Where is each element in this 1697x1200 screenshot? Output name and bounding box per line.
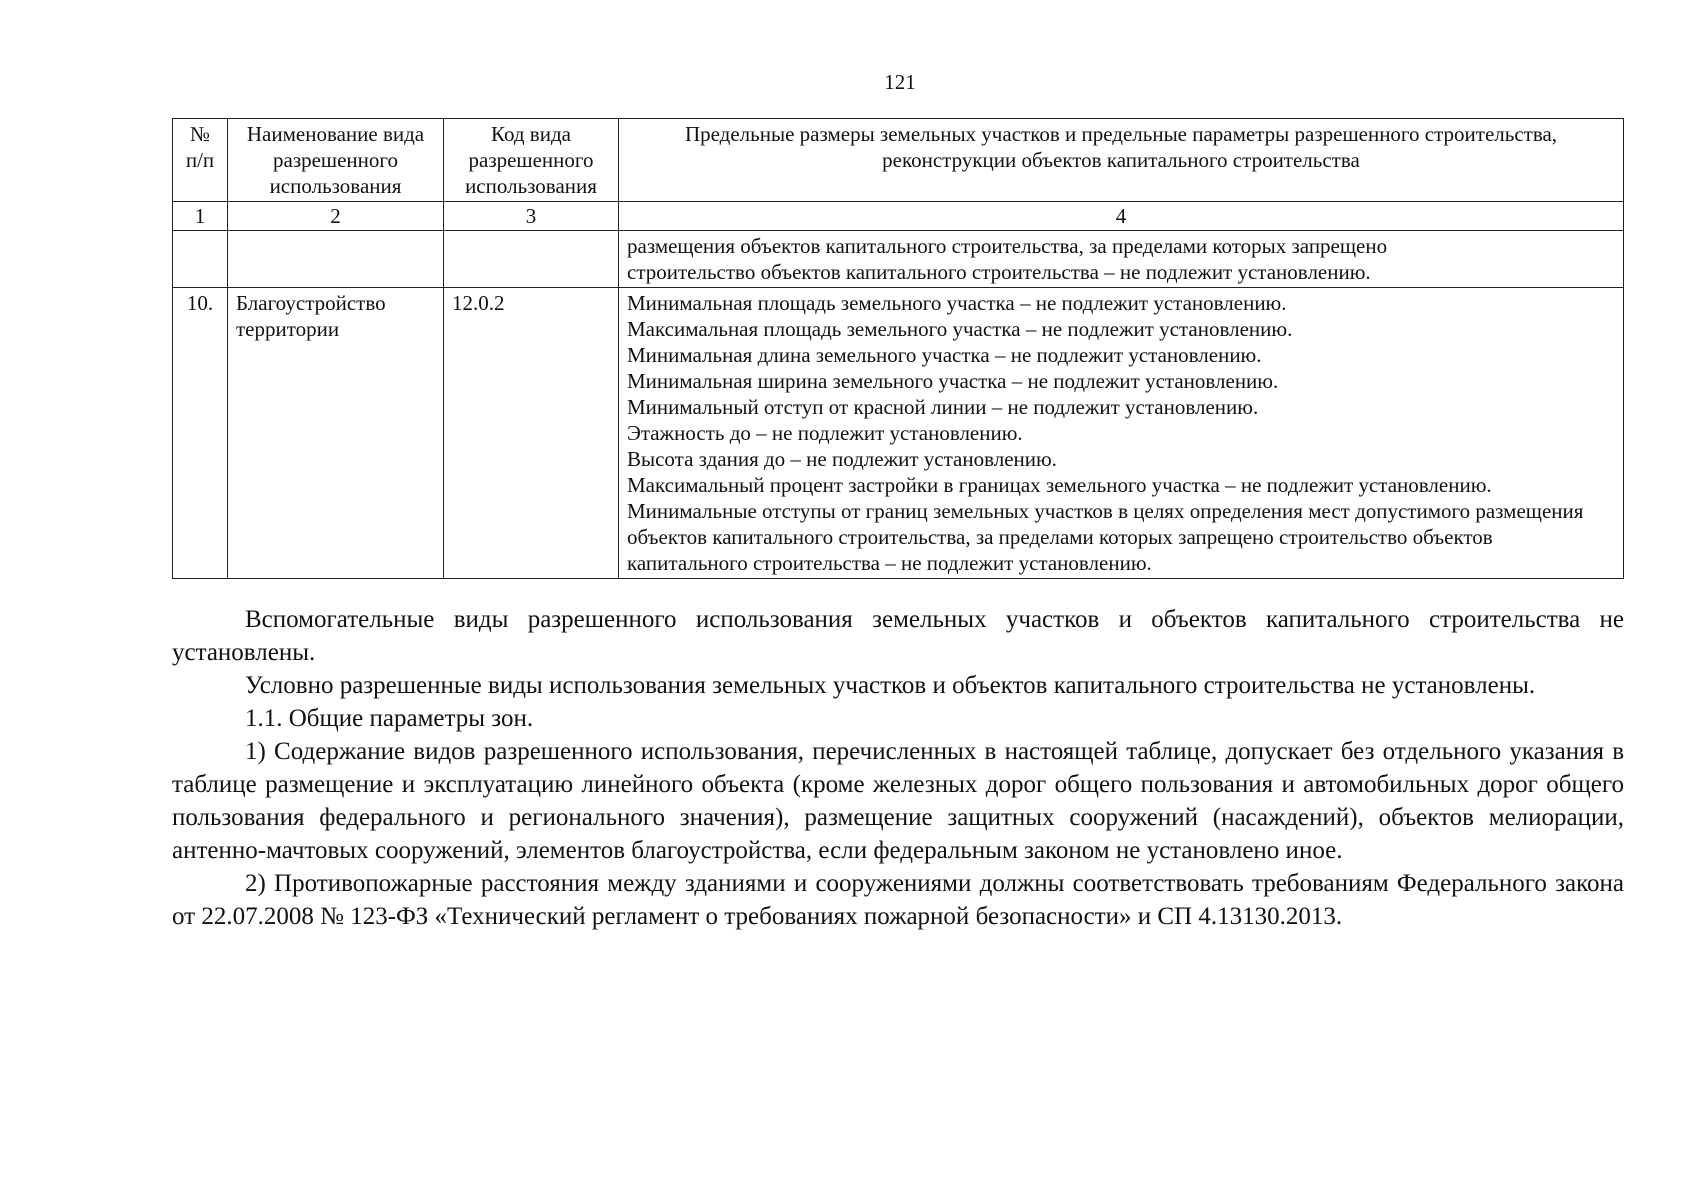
column-number-4: 4	[619, 202, 1624, 231]
parameter-line: Максимальная площадь земельного участка – не подлежит установлению.	[627, 317, 1293, 341]
table-row	[173, 288, 1624, 579]
continuation-text	[619, 231, 1624, 288]
row-parameters	[619, 288, 1624, 579]
continuation-empty-3	[444, 231, 619, 288]
parameter-line: Минимальная площадь земельного участка – не подлежит установлению.	[627, 291, 1287, 315]
parameter-line: Высота здания до – не подлежит установлению.	[627, 447, 1057, 471]
row-use-name: Благоустройство территории	[228, 288, 444, 579]
row-use-code: 12.0.2	[444, 288, 619, 579]
paragraph-conditional-uses: Условно разрешенные виды использования земельных участков и объектов капитального строительства не установлены.	[245, 672, 1536, 699]
parameter-line: Минимальный отступ от красной линии – не подлежит установлению.	[627, 395, 1259, 419]
parameter-line: Минимальная ширина земельного участка – не подлежит установлению.	[627, 369, 1279, 393]
paragraph-item-1: 1) Содержание видов разрешенного использования, перечисленных в настоящей таблице, допускает без отдельного указания в таблице размещение и эксплуатацию линейного объекта (кроме железных дорог общего пользования и автомобильных дорог общего пользования федерального и регионального значения), размещение защитных сооружений (насаждений), объектов мелиорации, антенно-мачтовых сооружений, элементов благоустройства, если федеральным законом не установлено иное.	[172, 738, 1624, 864]
row-number: 10.	[173, 288, 228, 579]
column-number-row	[173, 202, 1624, 231]
document-body	[172, 118, 1624, 933]
parameter-line: Минимальная длина земельного участка – не подлежит установлению.	[627, 343, 1262, 367]
continuation-empty-2	[228, 231, 444, 288]
parameters-table	[172, 118, 1624, 579]
paragraph-item-2: 2) Противопожарные расстояния между зданиями и сооружениями должны соответствовать требованиям Федерального закона от 22.07.2008 № 123-ФЗ «Технический регламент о требованиях пожарной безопасности» и СП 4.13130.2013.	[172, 870, 1624, 930]
column-number-1: 1	[173, 202, 228, 231]
section-heading: 1.1. Общие параметры зон.	[245, 705, 534, 732]
paragraph-auxiliary-uses: Вспомогательные виды разрешенного использования земельных участков и объектов капитального строительства не установлены.	[172, 606, 1624, 666]
column-number-2: 2	[228, 202, 444, 231]
table-header-row	[173, 119, 1624, 202]
continuation-line: размещения объектов капитального строительства, за пределами которых запрещено	[627, 234, 1388, 258]
header-number: № п/п	[173, 119, 228, 202]
parameter-line: Минимальные отступы от границ земельных участков в целях определения мест допустимого размещения объектов капитального строительства, за пределами которых запрещено строительство объектов капитального строительства – не подлежит установлению.	[627, 499, 1584, 575]
header-parameters: Предельные размеры земельных участков и предельные параметры разрешенного строительства, реконструкции объектов капитального строительства	[619, 119, 1624, 202]
header-use-name: Наименование вида разрешенного использования	[228, 119, 444, 202]
parameter-line: Максимальный процент застройки в границах земельного участка – не подлежит установлению.	[627, 473, 1492, 497]
body-text	[172, 603, 1624, 933]
column-number-3: 3	[444, 202, 619, 231]
continuation-row	[173, 231, 1624, 288]
header-use-code: Код вида разрешенного использования	[444, 119, 619, 202]
continuation-line: строительство объектов капитального строительства – не подлежит установлению.	[627, 260, 1371, 284]
parameter-line: Этажность до – не подлежит установлению.	[627, 421, 1023, 445]
continuation-empty-1	[173, 231, 228, 288]
page-number: 121	[884, 70, 916, 94]
